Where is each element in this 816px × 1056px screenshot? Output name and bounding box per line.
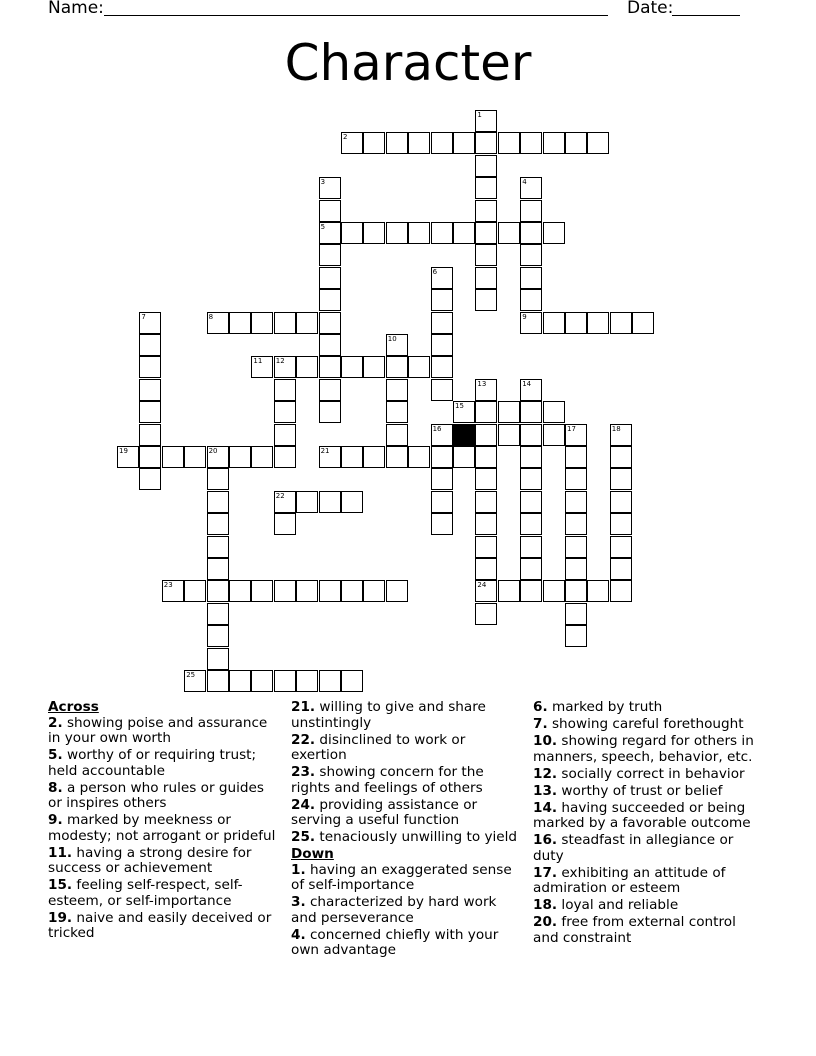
grid-cell[interactable] [251,580,273,602]
grid-cell[interactable] [475,244,497,266]
clue-item [291,830,523,846]
grid-cell[interactable] [319,491,341,513]
grid-cell[interactable] [363,132,385,154]
grid-cell[interactable] [475,536,497,558]
grid-cell[interactable] [274,513,296,535]
clue-num: 21. [291,699,316,715]
grid-cell[interactable] [431,468,453,490]
grid-cell[interactable] [408,132,430,154]
grid-cell[interactable] [520,558,542,580]
clue-section-heading: Down [291,846,334,862]
grid-cell[interactable] [475,222,497,244]
grid-cell[interactable] [139,379,161,401]
grid-cell[interactable] [498,401,520,423]
clue-item [48,911,280,942]
grid-cell[interactable] [498,222,520,244]
clue-num: 19. [48,909,73,926]
grid-cell[interactable] [520,580,542,602]
grid-cell[interactable] [296,491,318,513]
grid-cell[interactable] [229,312,251,334]
clue-item [291,765,523,796]
grid-cell[interactable] [453,446,475,468]
grid-cell[interactable] [520,267,542,289]
grid-cell[interactable] [274,580,296,602]
grid-cell[interactable] [431,424,453,446]
clue-num: 13. [533,782,558,799]
clue-number: 2 [343,133,348,142]
grid-cell[interactable] [475,155,497,177]
grid-cell[interactable] [319,356,341,378]
clue-item [533,717,765,733]
grid-cell[interactable] [319,289,341,311]
clue-num: 10. [533,733,558,749]
clue-item [291,928,523,959]
clue-number: 20 [208,447,218,455]
grid-cell[interactable] [610,580,632,602]
grid-cell[interactable] [207,670,229,692]
clue-text: feeling self-respect, self-esteem, or self-importance [48,877,243,909]
grid-cell[interactable] [475,379,497,401]
grid-cell[interactable] [162,446,184,468]
clue-num: 6. [533,699,548,715]
grid-cell[interactable] [520,177,542,199]
clue-number: 11 [253,357,263,366]
clue-text: having succeeded or being marked by a favorable outcome [533,799,751,831]
clue-text: willing to give and share unstintingly [291,699,486,731]
grid-cell[interactable] [296,670,318,692]
grid-cell[interactable] [431,491,453,513]
clue-number: 15 [455,402,464,411]
grid-cell[interactable] [296,312,318,334]
grid-cell[interactable] [520,200,542,222]
grid-cell[interactable] [386,356,408,378]
black-square [453,424,475,446]
date-label: Date: [627,0,674,18]
grid-cell[interactable] [543,580,565,602]
clue-text: showing careful forethought [547,716,744,732]
grid-cell[interactable] [386,334,408,356]
grid-cell[interactable] [363,580,385,602]
clues-column-3 [533,700,765,948]
grid-cell[interactable] [475,468,497,490]
grid-cell[interactable] [207,468,229,490]
grid-cell[interactable] [386,424,408,446]
grid-cell[interactable] [139,424,161,446]
grid-cell[interactable] [274,379,296,401]
grid-cell[interactable] [319,446,341,468]
grid-cell[interactable] [408,356,430,378]
grid-cell[interactable] [475,446,497,468]
grid-cell[interactable] [520,536,542,558]
clue-num: 3. [291,894,306,910]
clue-num: 17. [533,864,558,881]
grid-cell[interactable] [610,446,632,468]
clue-item [533,866,765,897]
clue-item [48,748,280,779]
clue-text: naive and easily deceived or tricked [48,909,272,941]
clue-text: characterized by hard work and perseverance [291,894,497,926]
grid-cell[interactable] [207,536,229,558]
grid-cell[interactable] [610,312,632,334]
grid-cell[interactable] [386,379,408,401]
clue-text: having a strong desire for success or achievement [48,844,252,876]
grid-cell[interactable] [139,401,161,423]
grid-cell[interactable] [543,424,565,446]
clue-item [533,801,765,832]
grid-cell[interactable] [184,446,206,468]
grid-cell[interactable] [520,424,542,446]
grid-cell[interactable] [139,334,161,356]
grid-cell[interactable] [475,200,497,222]
clue-num: 20. [533,914,558,930]
grid-cell[interactable] [520,244,542,266]
clue-text: loyal and reliable [557,897,679,913]
grid-cell[interactable] [498,132,520,154]
clue-num: 22. [291,731,316,748]
clue-item [533,898,765,914]
clue-item [533,767,765,783]
grid-cell[interactable] [319,222,341,244]
grid-cell[interactable] [319,670,341,692]
grid-cell[interactable] [498,580,520,602]
grid-cell[interactable] [475,513,497,535]
grid-cell[interactable] [475,424,497,446]
grid-cell[interactable] [475,177,497,199]
grid-cell[interactable] [386,222,408,244]
grid-cell[interactable] [229,580,251,602]
clue-text: worthy of or requiring trust; held accountable [48,747,257,779]
grid-cell[interactable] [565,580,587,602]
grid-cell[interactable] [117,446,139,468]
grid-cell[interactable] [475,110,497,132]
grid-cell[interactable] [207,446,229,468]
clue-num: 14. [533,799,558,816]
clue-num: 24. [291,796,316,813]
clue-item [291,733,523,764]
grid-cell[interactable] [431,222,453,244]
grid-cell[interactable] [610,536,632,558]
grid-cell[interactable] [632,312,654,334]
grid-cell[interactable] [139,312,161,334]
grid-cell[interactable] [431,289,453,311]
grid-cell[interactable] [475,267,497,289]
grid-cell[interactable] [498,424,520,446]
grid-cell[interactable] [431,267,453,289]
grid-cell[interactable] [610,424,632,446]
grid-cell[interactable] [274,424,296,446]
clue-text: steadfast in allegiance or duty [533,832,734,864]
grid-cell[interactable] [543,222,565,244]
grid-cell[interactable] [184,580,206,602]
clue-num: 1. [291,861,306,878]
grid-cell[interactable] [610,513,632,535]
clue-text: providing assistance or serving a useful function [291,796,478,828]
clue-text: a person who rules or guides or inspires others [48,779,264,811]
grid-cell[interactable] [274,356,296,378]
grid-cell[interactable] [319,267,341,289]
grid-cell[interactable] [520,468,542,490]
grid-cell[interactable] [341,222,363,244]
grid-cell[interactable] [565,446,587,468]
clue-number: 22 [275,491,285,500]
grid-cell[interactable] [341,356,363,378]
clue-item [48,813,280,844]
clue-text: exhibiting an attitude of admiration or esteem [533,864,726,896]
grid-cell[interactable] [520,491,542,513]
grid-cell[interactable] [207,491,229,513]
clue-number: 23 [163,581,173,590]
clue-num: 18. [533,897,558,913]
clue-number: 16 [432,424,442,433]
grid-cell[interactable] [475,580,497,602]
grid-cell[interactable] [475,132,497,154]
grid-cell[interactable] [520,401,542,423]
grid-cell[interactable] [431,513,453,535]
grid-cell[interactable] [431,446,453,468]
grid-cell[interactable] [565,513,587,535]
clue-num: 25. [291,829,316,845]
grid-cell[interactable] [296,580,318,602]
grid-cell[interactable] [520,132,542,154]
clue-item [291,863,523,894]
grid-cell[interactable] [386,580,408,602]
clue-num: 5. [48,747,63,763]
grid-cell[interactable] [341,580,363,602]
grid-cell[interactable] [520,446,542,468]
grid-cell[interactable] [229,670,251,692]
grid-cell[interactable] [520,312,542,334]
grid-cell[interactable] [319,401,341,423]
grid-cell[interactable] [184,670,206,692]
grid-cell[interactable] [207,580,229,602]
grid-cell[interactable] [565,132,587,154]
grid-cell[interactable] [274,312,296,334]
grid-cell[interactable] [475,401,497,423]
grid-cell[interactable] [319,334,341,356]
grid-cell[interactable] [431,356,453,378]
grid-cell[interactable] [610,468,632,490]
grid-cell[interactable] [431,312,453,334]
grid-cell[interactable] [543,132,565,154]
grid-cell[interactable] [431,379,453,401]
grid-cell[interactable] [475,558,497,580]
clue-num: 7. [533,716,548,732]
clue-number: 21 [320,447,330,455]
clue-item [533,734,765,765]
grid-cell[interactable] [274,670,296,692]
grid-cell[interactable] [520,513,542,535]
grid-cell[interactable] [341,132,363,154]
clue-number: 1 [477,111,482,119]
grid-cell[interactable] [207,312,229,334]
clue-number: 12 [275,357,285,366]
grid-cell[interactable] [386,446,408,468]
clue-number: 19 [119,447,128,455]
clue-num: 4. [291,926,306,943]
grid-cell[interactable] [520,222,542,244]
grid-cell[interactable] [408,446,430,468]
grid-cell[interactable] [610,491,632,513]
grid-cell[interactable] [587,132,609,154]
grid-cell[interactable] [363,446,385,468]
clue-num: 15. [48,877,73,893]
grid-cell[interactable] [565,558,587,580]
grid-cell[interactable] [139,468,161,490]
grid-cell[interactable] [251,312,273,334]
grid-cell[interactable] [475,491,497,513]
grid-cell[interactable] [565,603,587,625]
clue-item [291,700,523,731]
clue-text: showing concern for the rights and feelings of others [291,764,484,796]
grid-cell[interactable] [386,401,408,423]
clue-num: 8. [48,779,63,796]
grid-cell[interactable] [207,625,229,647]
clue-num: 12. [533,765,558,782]
grid-cell[interactable] [319,200,341,222]
grid-cell[interactable] [319,312,341,334]
grid-cell[interactable] [453,132,475,154]
clue-num: 2. [48,714,63,731]
grid-cell[interactable] [475,603,497,625]
grid-cell[interactable] [520,289,542,311]
grid-cell[interactable] [475,289,497,311]
clue-text: marked by truth [547,699,663,715]
clue-text: showing regard for others in manners, speech, behavior, etc. [533,733,754,765]
clues-column-1 [48,700,280,943]
clues-column-2 [291,700,523,960]
clue-number: 5 [320,223,326,231]
grid-cell[interactable] [520,379,542,401]
grid-cell[interactable] [610,558,632,580]
grid-cell[interactable] [543,401,565,423]
clue-num: 9. [48,812,63,828]
grid-cell[interactable] [251,446,273,468]
grid-cell[interactable] [207,648,229,670]
clue-num: 16. [533,832,558,848]
grid-cell[interactable] [453,222,475,244]
grid-cell[interactable] [251,670,273,692]
grid-cell[interactable] [453,401,475,423]
clue-number: 13 [477,379,487,388]
grid-cell[interactable] [229,446,251,468]
clue-number: 17 [567,424,576,433]
grid-cell[interactable] [363,222,385,244]
grid-cell[interactable] [296,356,318,378]
clue-item [48,878,280,909]
clue-number: 4 [522,178,527,187]
grid-cell[interactable] [386,132,408,154]
grid-cell[interactable] [207,513,229,535]
grid-cell[interactable] [139,446,161,468]
grid-cell[interactable] [431,334,453,356]
clue-item [291,798,523,829]
clue-section-heading: Across [48,699,99,715]
grid-cell[interactable] [207,558,229,580]
clue-number: 7 [141,312,146,321]
clue-number: 10 [387,335,397,343]
clue-number: 8 [208,312,214,321]
grid-cell[interactable] [587,580,609,602]
grid-cell[interactable] [251,356,273,378]
grid-cell[interactable] [319,379,341,401]
clue-text: worthy of trust or belief [557,782,723,799]
grid-cell[interactable] [139,356,161,378]
page-title: Character [284,34,532,92]
grid-cell[interactable] [565,468,587,490]
clue-number: 24 [477,581,487,590]
grid-cell[interactable] [319,177,341,199]
clue-number: 25 [186,671,196,679]
clue-item [48,846,280,877]
grid-cell[interactable] [565,424,587,446]
clue-item [48,716,280,747]
grid-cell[interactable] [431,132,453,154]
grid-cell[interactable] [274,491,296,513]
grid-cell[interactable] [341,491,363,513]
name-label: Name: [48,0,104,18]
grid-cell[interactable] [162,580,184,602]
clue-text: having an exaggerated sense of self-importance [291,861,512,893]
clue-text: disinclined to work or exertion [291,731,466,763]
clue-item [291,895,523,926]
grid-cell[interactable] [319,580,341,602]
clue-item [533,833,765,864]
grid-cell[interactable] [565,536,587,558]
clue-number: 14 [522,379,532,388]
clue-text: socially correct in behavior [557,765,745,782]
clue-item [48,781,280,812]
clue-num: 11. [48,844,73,861]
clue-item [533,915,765,946]
clue-text: marked by meekness or modesty; not arrogant or prideful [48,812,276,844]
grid-cell[interactable] [274,446,296,468]
grid-cell[interactable] [587,312,609,334]
clue-text: tenaciously unwilling to yield [315,829,518,845]
grid-cell[interactable] [408,222,430,244]
grid-cell[interactable] [565,491,587,513]
grid-cell[interactable] [543,312,565,334]
grid-cell[interactable] [565,625,587,647]
grid-cell[interactable] [565,312,587,334]
clue-text: concerned chiefly with your own advantage [291,926,499,958]
clue-item [533,700,765,716]
clue-number: 18 [611,424,621,433]
clue-number: 9 [522,312,527,321]
clue-num: 23. [291,764,316,780]
grid-cell[interactable] [274,401,296,423]
grid-cell[interactable] [341,446,363,468]
clue-text: free from external control and constraint [533,914,736,946]
clue-number: 6 [432,267,438,276]
grid-cell[interactable] [319,244,341,266]
grid-cell[interactable] [207,603,229,625]
grid-cell[interactable] [341,670,363,692]
grid-cell[interactable] [363,356,385,378]
clue-text: showing poise and assurance in your own worth [48,714,268,746]
clue-number: 3 [320,178,326,187]
clue-item [533,784,765,800]
